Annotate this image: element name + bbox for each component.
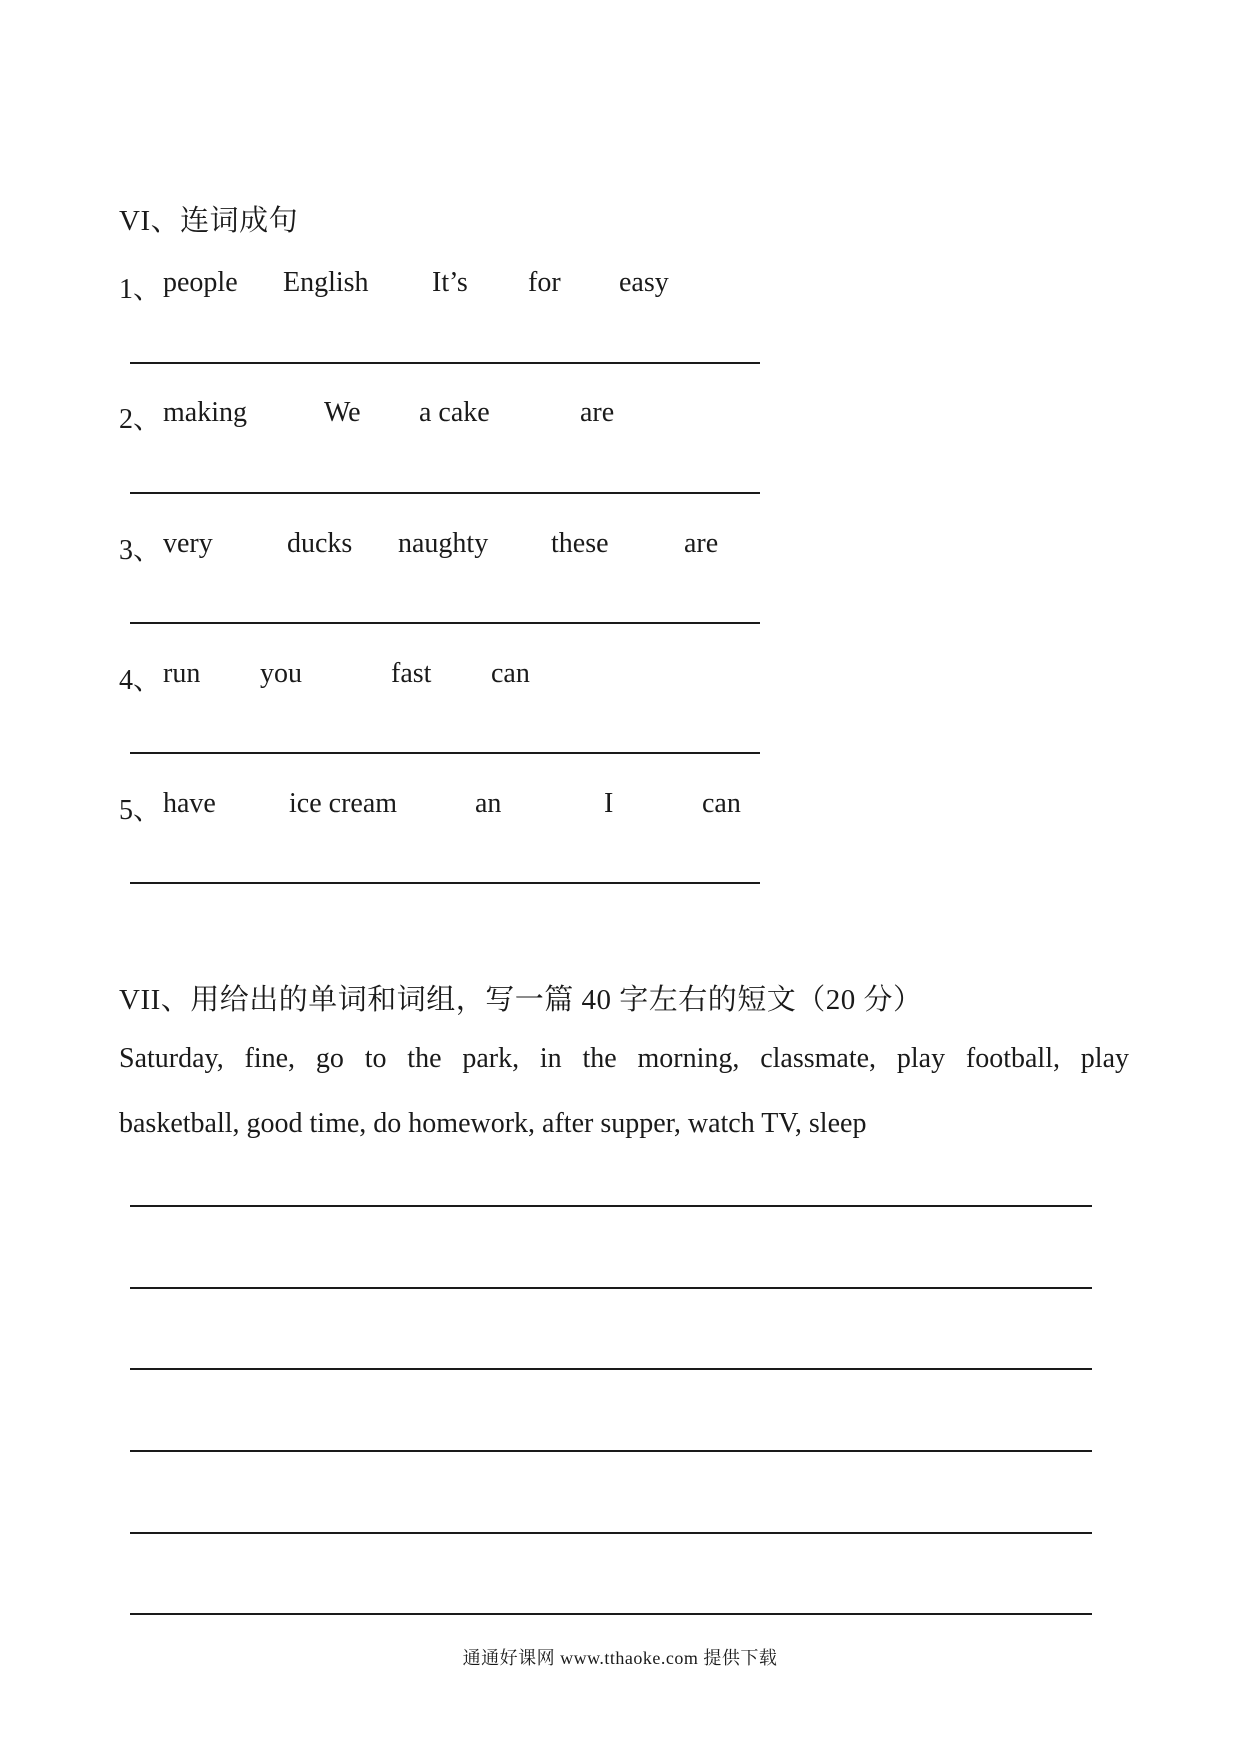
word: I bbox=[604, 788, 614, 819]
word: fast bbox=[391, 658, 432, 689]
word: a cake bbox=[419, 397, 490, 428]
answer-line-5[interactable] bbox=[130, 882, 760, 884]
question-item-3 bbox=[119, 528, 779, 568]
word: have bbox=[163, 788, 216, 819]
word: It’s bbox=[432, 267, 468, 298]
answer-line-1[interactable] bbox=[130, 362, 760, 364]
item-number: 2、 bbox=[119, 404, 162, 435]
writing-line-2[interactable] bbox=[130, 1287, 1092, 1289]
word: these bbox=[551, 528, 609, 559]
word: run bbox=[163, 658, 201, 689]
word: ducks bbox=[287, 528, 353, 559]
writing-line-1[interactable] bbox=[130, 1205, 1092, 1207]
item-number: 5、 bbox=[119, 795, 162, 826]
word: an bbox=[475, 788, 502, 819]
word: making bbox=[163, 397, 247, 428]
word: very bbox=[163, 528, 213, 559]
item-number: 4、 bbox=[119, 665, 162, 696]
item-number: 1、 bbox=[119, 274, 162, 305]
question-item-1 bbox=[119, 267, 779, 307]
question-item-2 bbox=[119, 397, 779, 437]
question-item-5 bbox=[119, 788, 779, 828]
word: ice cream bbox=[289, 788, 398, 819]
writing-prompt-line-2: basketball, good time, do homework, after supper, watch TV, sleep bbox=[119, 1108, 867, 1139]
word: naughty bbox=[398, 528, 489, 559]
answer-line-4[interactable] bbox=[130, 752, 760, 754]
word: you bbox=[260, 658, 302, 689]
section-6-title: VI、连词成句 bbox=[119, 205, 299, 237]
answer-line-3[interactable] bbox=[130, 622, 760, 624]
word: English bbox=[283, 267, 369, 298]
word: We bbox=[324, 397, 361, 428]
word: easy bbox=[619, 267, 669, 298]
footer-source-text: 通通好课网 www.tthaoke.com 提供下载 bbox=[462, 1648, 778, 1668]
word: are bbox=[684, 528, 719, 559]
writing-line-5[interactable] bbox=[130, 1532, 1092, 1534]
word: for bbox=[528, 267, 561, 298]
section-7-title: VII、用给出的单词和词组，写一篇 40 字左右的短文（20 分） bbox=[119, 984, 923, 1016]
word: can bbox=[702, 788, 741, 819]
question-item-4 bbox=[119, 658, 779, 698]
writing-prompt-line-1: Saturday, fine, go to the park, in the morning, classmate, play football, play bbox=[119, 1043, 1129, 1074]
word: can bbox=[491, 658, 530, 689]
word: people bbox=[163, 267, 238, 298]
answer-line-2[interactable] bbox=[130, 492, 760, 494]
item-number: 3、 bbox=[119, 535, 162, 566]
word: are bbox=[580, 397, 615, 428]
writing-line-4[interactable] bbox=[130, 1450, 1092, 1452]
writing-line-6[interactable] bbox=[130, 1613, 1092, 1615]
writing-line-3[interactable] bbox=[130, 1368, 1092, 1370]
